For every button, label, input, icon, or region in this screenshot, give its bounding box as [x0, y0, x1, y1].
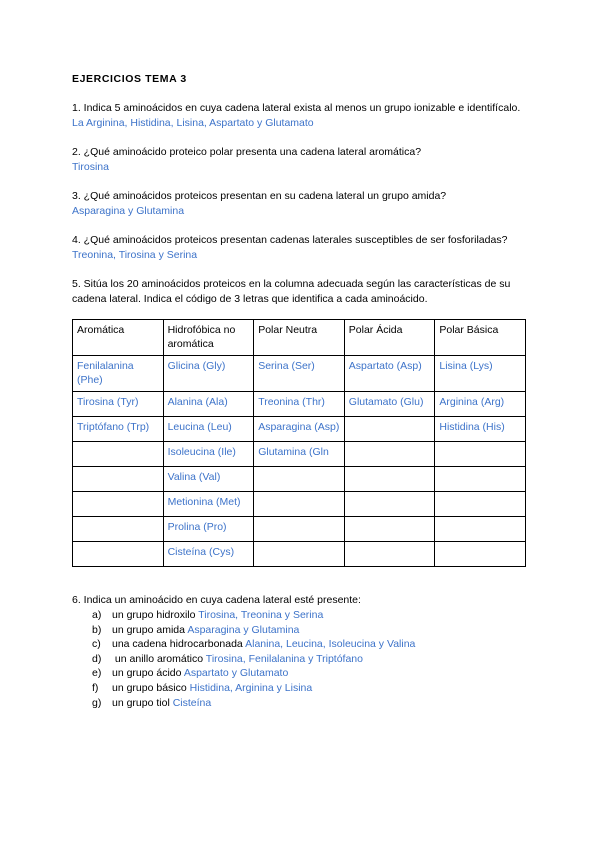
list-marker: f)	[92, 681, 99, 694]
list-item	[92, 652, 532, 667]
table-cell: Fenilalanina (Phe)	[73, 356, 164, 392]
list-marker: a)	[92, 609, 102, 621]
table-cell: Histidina (His)	[435, 417, 526, 442]
table-cell: Alanina (Ala)	[163, 392, 254, 417]
list-marker: e)	[92, 667, 102, 680]
question-text: 3. ¿Qué aminoácidos proteicos presentan en su cadena lateral un grupo amida?	[72, 190, 447, 202]
question-text: 4. ¿Qué aminoácidos proteicos presentan cadenas laterales susceptibles de ser fosforiladas?	[72, 234, 508, 246]
question-text: 2. ¿Qué aminoácido proteico polar presenta una cadena lateral aromática?	[72, 146, 422, 158]
table-cell	[344, 467, 435, 492]
column-header: Aromática	[73, 320, 164, 356]
question-text: 1. Indica 5 aminoácidos en cuya cadena lateral exista al menos un grupo ionizable e identifícalo.	[72, 102, 521, 114]
answer-text: Tirosina	[72, 161, 109, 173]
list-marker: c)	[92, 638, 101, 651]
table-cell	[73, 467, 164, 492]
list-item	[92, 637, 532, 652]
table-cell: Aspartato (Asp)	[344, 356, 435, 392]
answer-text: Treonina, Tirosina y Serina	[72, 249, 198, 261]
table-cell: Isoleucina (Ile)	[163, 442, 254, 467]
table-cell	[344, 517, 435, 542]
table-cell	[344, 417, 435, 442]
answer-list	[72, 608, 532, 710]
table-row	[73, 542, 526, 567]
table-cell: Glutamina (Gln	[254, 442, 345, 467]
question-text: 6. Indica un aminoácido en cuya cadena lateral esté presente:	[72, 594, 361, 606]
page-title: EJERCICIOS TEMA 3	[72, 73, 187, 85]
table-cell: Asparagina (Asp)	[254, 417, 345, 442]
question-text: 5. Sitúa los 20 aminoácidos proteicos en la columna adecuada según las características de su cadena lateral. Indica el código de 3 letras que identifica a cada aminoácido.	[72, 278, 511, 305]
table-cell: Glutamato (Glu)	[344, 392, 435, 417]
list-marker: b)	[92, 623, 102, 636]
list-item	[92, 623, 532, 638]
table-row	[73, 392, 526, 417]
table-row	[73, 492, 526, 517]
column-header: Polar Básica	[435, 320, 526, 356]
table-cell	[435, 467, 526, 492]
question-6	[72, 593, 532, 710]
answer-text: Aspartato y Glutamato	[183, 667, 289, 680]
answer-text: Tirosina, Treonina y Serina	[198, 609, 324, 621]
table-cell	[435, 492, 526, 517]
answer-text: La Arginina, Histidina, Lisina, Aspartato y Glutamato	[72, 117, 314, 129]
amino-acid-table	[72, 319, 526, 567]
list-marker: d)	[92, 652, 102, 665]
item-text: una cadena hidrocarbonada	[112, 638, 243, 651]
table-header-row	[73, 320, 526, 356]
answer-text: Asparagina y Glutamina	[187, 623, 300, 636]
table-cell: Leucina (Leu)	[163, 417, 254, 442]
table-cell: Prolina (Pro)	[163, 517, 254, 542]
list-marker: g)	[92, 696, 102, 709]
answer-text: Cisteína	[172, 696, 212, 709]
table-cell	[344, 492, 435, 517]
item-text: un grupo básico	[112, 681, 187, 694]
column-header: Polar Neutra	[254, 320, 345, 356]
list-item	[92, 608, 532, 623]
item-text: un grupo ácido	[112, 667, 182, 680]
list-item	[92, 666, 532, 681]
question-4	[72, 233, 532, 263]
table-cell	[344, 542, 435, 567]
item-text: un grupo tiol	[112, 696, 170, 709]
table-row	[73, 467, 526, 492]
table-cell	[435, 542, 526, 567]
table-cell: Triptófano (Trp)	[73, 417, 164, 442]
table-row	[73, 356, 526, 392]
question-3	[72, 189, 532, 219]
table-cell	[73, 517, 164, 542]
table-cell	[254, 492, 345, 517]
table-cell	[254, 542, 345, 567]
table-cell	[344, 442, 435, 467]
answer-text: Asparagina y Glutamina	[72, 205, 185, 217]
table-cell: Treonina (Thr)	[254, 392, 345, 417]
column-header: Hidrofóbica no aromática	[163, 320, 254, 356]
table-cell: Glicina (Gly)	[163, 356, 254, 392]
table-cell	[73, 442, 164, 467]
question-5	[72, 277, 532, 567]
table-row	[73, 417, 526, 442]
table-cell	[254, 467, 345, 492]
list-item	[92, 681, 532, 696]
table-cell	[73, 542, 164, 567]
table-cell: Valina (Val)	[163, 467, 254, 492]
table-cell: Serina (Ser)	[254, 356, 345, 392]
answer-text: Tirosina, Fenilalanina y Triptófano	[205, 652, 363, 665]
table-cell: Lisina (Lys)	[435, 356, 526, 392]
question-1	[72, 101, 532, 131]
answer-text: Histidina, Arginina y Lisina	[189, 681, 313, 694]
table-cell: Arginina (Arg)	[435, 392, 526, 417]
item-text: un grupo hidroxilo	[112, 609, 196, 621]
table-cell	[73, 492, 164, 517]
item-text: un anillo aromático	[112, 652, 204, 665]
document-page	[72, 72, 532, 724]
table-cell: Tirosina (Tyr)	[73, 392, 164, 417]
table-cell	[435, 517, 526, 542]
item-text: un grupo amida	[112, 623, 185, 636]
column-header: Polar Ácida	[344, 320, 435, 356]
question-2	[72, 145, 532, 175]
list-item	[92, 696, 532, 711]
table-row	[73, 442, 526, 467]
table-cell	[435, 442, 526, 467]
table-cell: Cisteína (Cys)	[163, 542, 254, 567]
table-cell: Metionina (Met)	[163, 492, 254, 517]
table-row	[73, 517, 526, 542]
answer-text: Alanina, Leucina, Isoleucina y Valina	[245, 638, 416, 651]
table-cell	[254, 517, 345, 542]
